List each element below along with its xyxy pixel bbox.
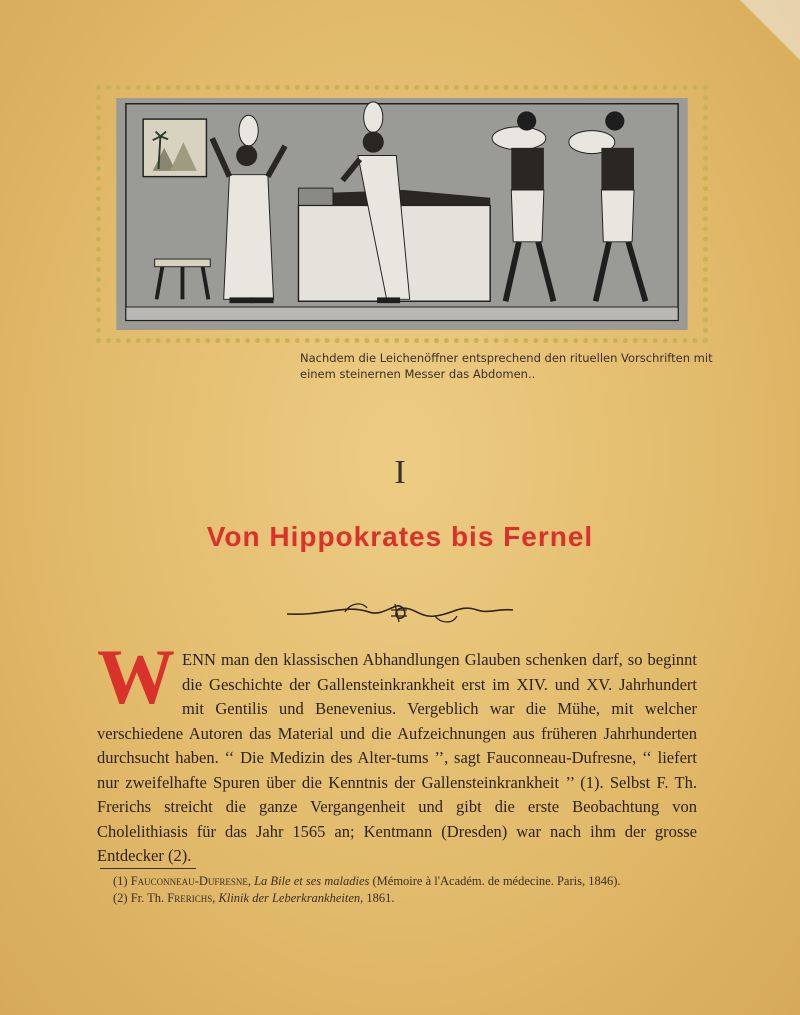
body-paragraph-text: ENN man den klassischen Abhandlungen Glauben schenken darf, so beginnt die Geschichte der Gallensteinkrankheit erst im XIV. und XV. Jahrhundert mit Gentilis und Benevenius. Vergeblich war die Mühe, mit welcher verschiedene Autoren das Material und die Aufzeichnungen aus früheren Jahrhunderten durchsucht haben. ‘‘ Die Medizin des Alter-tums ’’, sagt Fauconneau-Dufresne, ‘‘ liefert nur zweifelhafte Spuren über die Kenntnis der Gallensteinkrankheit ’’ (1). Selbst F. Th. Frerichs streicht die ganze Vergangenheit und gibt die erste Beobachtung von Cholelithiasis für das Jahr 1565 an; Kentmann (Dresden) war nach ihm der grosse Entdecker (2). (97, 650, 697, 865)
page-corner-fold (740, 0, 800, 60)
footnote-1-title: La Bile et ses maladies (254, 874, 370, 888)
footnote-2-rest: 1861. (366, 891, 395, 905)
chapter-title: Von Hippokrates bis Fernel (206, 521, 594, 552)
footnote-2-author-prefix: Fr. Th. (130, 891, 165, 905)
footnote-divider (100, 868, 196, 869)
footnote-2 (97, 890, 707, 907)
drop-cap: W (97, 633, 175, 720)
footnote-1-author: Fauconneau-Dufresne, (130, 874, 251, 888)
footnote-2-author: Frerichs, (167, 891, 216, 905)
footnote-1 (97, 873, 707, 890)
body-paragraph (97, 633, 697, 869)
footnote-2-title: Klinik der Leberkrankheiten, (218, 891, 364, 905)
footnote-1-rest: (Mémoire à l'Académ. de médecine. Paris, 1846). (372, 874, 621, 888)
decorative-divider-ornament (285, 598, 515, 626)
chapter-numeral: I (394, 454, 406, 491)
embalming-scene (109, 98, 695, 330)
footnotes (97, 873, 707, 907)
footnote-2-marker: (2) (113, 891, 128, 905)
footnote-1-marker: (1) (113, 874, 128, 888)
figure-caption: Nachdem die Leichenöffner entsprechend den rituellen Vorschriften mit einem steinernen Messer das Abdomen.. (300, 351, 713, 381)
egyptian-embalming-illustration (96, 85, 708, 343)
